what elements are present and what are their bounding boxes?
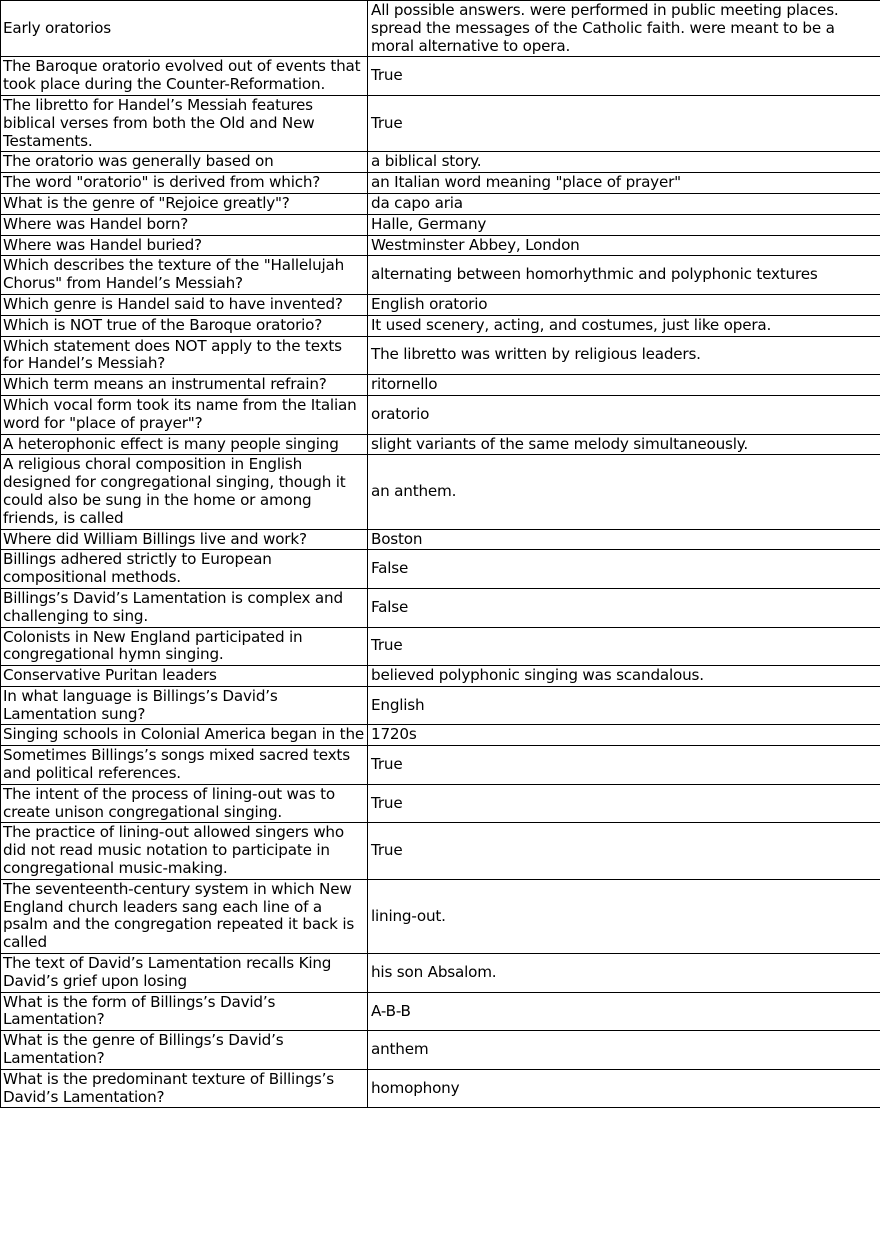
- definition-cell: 1720s: [368, 725, 880, 746]
- term-cell: Billings adhered strictly to European compositional methods.: [1, 550, 368, 589]
- table-row: [1, 823, 880, 879]
- table-row: [1, 550, 880, 589]
- definition-cell: False: [368, 550, 880, 589]
- definition-cell: False: [368, 588, 880, 627]
- table-row: [1, 529, 880, 550]
- table-row: [1, 725, 880, 746]
- table-row: [1, 173, 880, 194]
- definition-cell: The libretto was written by religious leaders.: [368, 336, 880, 375]
- table-row: [1, 627, 880, 666]
- table-row: [1, 954, 880, 993]
- definition-cell: True: [368, 746, 880, 785]
- table-row: [1, 455, 880, 529]
- term-cell: The word "oratorio" is derived from which?: [1, 173, 368, 194]
- definition-cell: True: [368, 57, 880, 96]
- table-row: [1, 57, 880, 96]
- definition-cell: oratorio: [368, 395, 880, 434]
- term-cell: What is the genre of "Rejoice greatly"?: [1, 193, 368, 214]
- definition-cell: his son Absalom.: [368, 954, 880, 993]
- table-row: [1, 666, 880, 687]
- term-cell: What is the form of Billings’s David’s Lamentation?: [1, 992, 368, 1031]
- definition-cell: ritornello: [368, 375, 880, 396]
- table-row: [1, 1, 880, 57]
- definition-cell: alternating between homorhythmic and polyphonic textures: [368, 256, 880, 295]
- term-cell: Which is NOT true of the Baroque oratorio?: [1, 315, 368, 336]
- term-cell: The text of David’s Lamentation recalls King David’s grief upon losing: [1, 954, 368, 993]
- table-row: [1, 294, 880, 315]
- table-row: [1, 152, 880, 173]
- table-row: [1, 193, 880, 214]
- term-cell: Colonists in New England participated in congregational hymn singing.: [1, 627, 368, 666]
- term-cell: In what language is Billings’s David’s Lamentation sung?: [1, 686, 368, 725]
- term-cell: Conservative Puritan leaders: [1, 666, 368, 687]
- definition-cell: True: [368, 823, 880, 879]
- term-cell: Which term means an instrumental refrain?: [1, 375, 368, 396]
- term-cell: Which describes the texture of the "Hallelujah Chorus" from Handel’s Messiah?: [1, 256, 368, 295]
- table-row: [1, 214, 880, 235]
- definition-cell: True: [368, 95, 880, 151]
- definition-cell: Halle, Germany: [368, 214, 880, 235]
- term-cell: Early oratorios: [1, 1, 368, 57]
- table-row: [1, 315, 880, 336]
- term-cell: Which statement does NOT apply to the texts for Handel’s Messiah?: [1, 336, 368, 375]
- table-row: [1, 686, 880, 725]
- definition-cell: English: [368, 686, 880, 725]
- term-cell: A religious choral composition in English designed for congregational singing, though it could also be sung in the home or among friends, is called: [1, 455, 368, 529]
- definition-cell: Westminster Abbey, London: [368, 235, 880, 256]
- table-row: [1, 879, 880, 953]
- table-row: [1, 434, 880, 455]
- definition-cell: True: [368, 784, 880, 823]
- term-cell: Where was Handel buried?: [1, 235, 368, 256]
- term-cell: Where was Handel born?: [1, 214, 368, 235]
- term-cell: What is the predominant texture of Billings’s David’s Lamentation?: [1, 1069, 368, 1108]
- table-row: [1, 395, 880, 434]
- term-cell: Which genre is Handel said to have invented?: [1, 294, 368, 315]
- definition-cell: Boston: [368, 529, 880, 550]
- definition-cell: a biblical story.: [368, 152, 880, 173]
- definition-cell: It used scenery, acting, and costumes, just like opera.: [368, 315, 880, 336]
- term-cell: The Baroque oratorio evolved out of events that took place during the Counter-Reformation.: [1, 57, 368, 96]
- table-row: [1, 336, 880, 375]
- definition-cell: slight variants of the same melody simultaneously.: [368, 434, 880, 455]
- term-cell: Where did William Billings live and work?: [1, 529, 368, 550]
- table-row: [1, 992, 880, 1031]
- definition-cell: True: [368, 627, 880, 666]
- term-cell: The intent of the process of lining-out was to create unison congregational singing.: [1, 784, 368, 823]
- definition-cell: anthem: [368, 1031, 880, 1070]
- term-cell: What is the genre of Billings’s David’s Lamentation?: [1, 1031, 368, 1070]
- table-row: [1, 1069, 880, 1108]
- definition-cell: da capo aria: [368, 193, 880, 214]
- definition-cell: an anthem.: [368, 455, 880, 529]
- term-cell: The libretto for Handel’s Messiah features biblical verses from both the Old and New Testaments.: [1, 95, 368, 151]
- table-row: [1, 375, 880, 396]
- table-row: [1, 235, 880, 256]
- definition-cell: All possible answers. were performed in public meeting places. spread the messages of the Catholic faith. were meant to be a moral alternative to opera.: [368, 1, 880, 57]
- term-cell: The practice of lining-out allowed singers who did not read music notation to participate in congregational music-making.: [1, 823, 368, 879]
- table-row: [1, 588, 880, 627]
- table-row: [1, 746, 880, 785]
- table-body: [1, 1, 880, 1108]
- term-cell: Singing schools in Colonial America began in the: [1, 725, 368, 746]
- term-cell: The oratorio was generally based on: [1, 152, 368, 173]
- term-cell: Which vocal form took its name from the Italian word for "place of prayer"?: [1, 395, 368, 434]
- table-row: [1, 1031, 880, 1070]
- term-cell: A heterophonic effect is many people singing: [1, 434, 368, 455]
- definition-cell: homophony: [368, 1069, 880, 1108]
- term-cell: The seventeenth-century system in which New England church leaders sang each line of a psalm and the congregation repeated it back is called: [1, 879, 368, 953]
- table-row: [1, 95, 880, 151]
- term-cell: Billings’s David’s Lamentation is complex and challenging to sing.: [1, 588, 368, 627]
- definition-cell: believed polyphonic singing was scandalous.: [368, 666, 880, 687]
- definition-cell: lining-out.: [368, 879, 880, 953]
- term-cell: Sometimes Billings’s songs mixed sacred texts and political references.: [1, 746, 368, 785]
- table-row: [1, 784, 880, 823]
- table-row: [1, 256, 880, 295]
- definition-cell: A-B-B: [368, 992, 880, 1031]
- definition-cell: an Italian word meaning "place of prayer": [368, 173, 880, 194]
- definition-cell: English oratorio: [368, 294, 880, 315]
